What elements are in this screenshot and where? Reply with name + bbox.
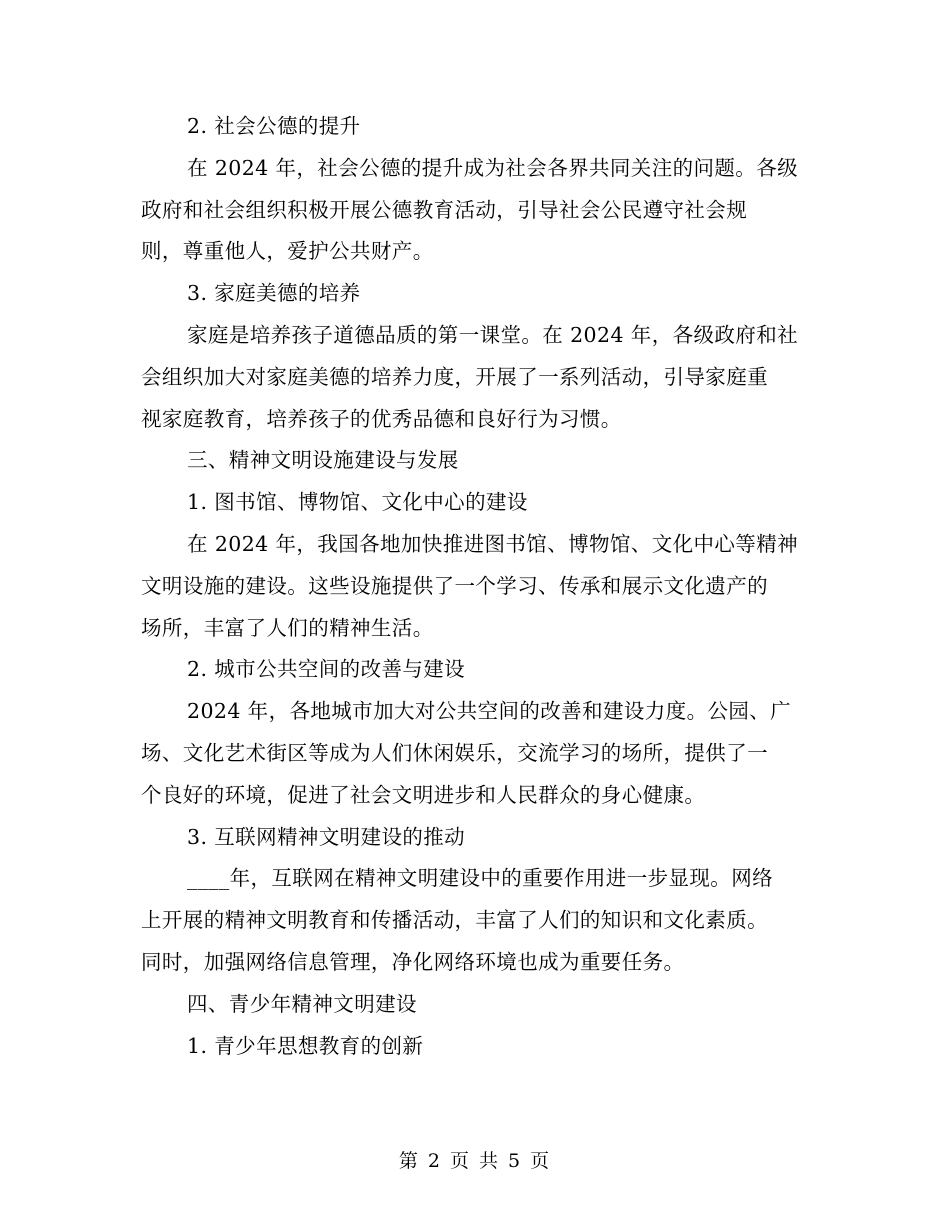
text-line: 在 2024 年，社会公德的提升成为社会各界共同关注的问题。各级 xyxy=(187,155,799,180)
text-line: 视家庭教育，培养孩子的优秀品德和良好行为习惯。 xyxy=(141,406,622,431)
text-line: 文明设施的建设。这些设施提供了一个学习、传承和展示文化遗产的 xyxy=(141,573,768,598)
text-line: 2024 年，各地城市加大对公共空间的改善和建设力度。公园、广 xyxy=(187,699,792,724)
text-line: 2. 城市公共空间的改善与建设 xyxy=(187,657,466,682)
text-line: 1. 图书馆、博物馆、文化中心的建设 xyxy=(187,490,528,515)
text-line: 则，尊重他人，爱护公共财产。 xyxy=(141,239,434,264)
text-line: ____年，互联网在精神文明建设中的重要作用进一步显现。网络 xyxy=(187,866,773,891)
text-line: 3. 互联网精神文明建设的推动 xyxy=(187,824,466,849)
text-line: 上开展的精神文明教育和传播活动，丰富了人们的知识和文化素质。 xyxy=(141,908,768,933)
text-line: 场所，丰富了人们的精神生活。 xyxy=(141,615,434,640)
page-footer: 第 2 页 共 5 页 xyxy=(398,1150,552,1172)
text-line: 2. 社会公德的提升 xyxy=(187,114,361,138)
text-line: 三、精神文明设施建设与发展 xyxy=(187,448,459,473)
text-line: 场、文化艺术街区等成为人们休闲娱乐，交流学习的场所，提供了一 xyxy=(141,740,768,765)
text-line: 同时，加强网络信息管理，净化网络环境也成为重要任务。 xyxy=(141,949,685,974)
text-line: 3. 家庭美德的培养 xyxy=(187,281,361,306)
text-line: 会组织加大对家庭美德的培养力度，开展了一系列活动，引导家庭重 xyxy=(141,364,768,389)
text-line: 1. 青少年思想教育的创新 xyxy=(187,1033,424,1058)
text-line: 个良好的环境，促进了社会文明进步和人民群众的身心健康。 xyxy=(141,782,706,807)
text-line: 家庭是培养孩子道德品质的第一课堂。在 2024 年，各级政府和社 xyxy=(187,322,799,347)
text-line: 四、青少年精神文明建设 xyxy=(187,991,417,1016)
text-line: 政府和社会组织积极开展公德教育活动，引导社会公民遵守社会规 xyxy=(141,197,748,222)
text-line: 在 2024 年，我国各地加快推进图书馆、博物馆、文化中心等精神 xyxy=(187,531,799,556)
document-body xyxy=(141,106,811,1067)
